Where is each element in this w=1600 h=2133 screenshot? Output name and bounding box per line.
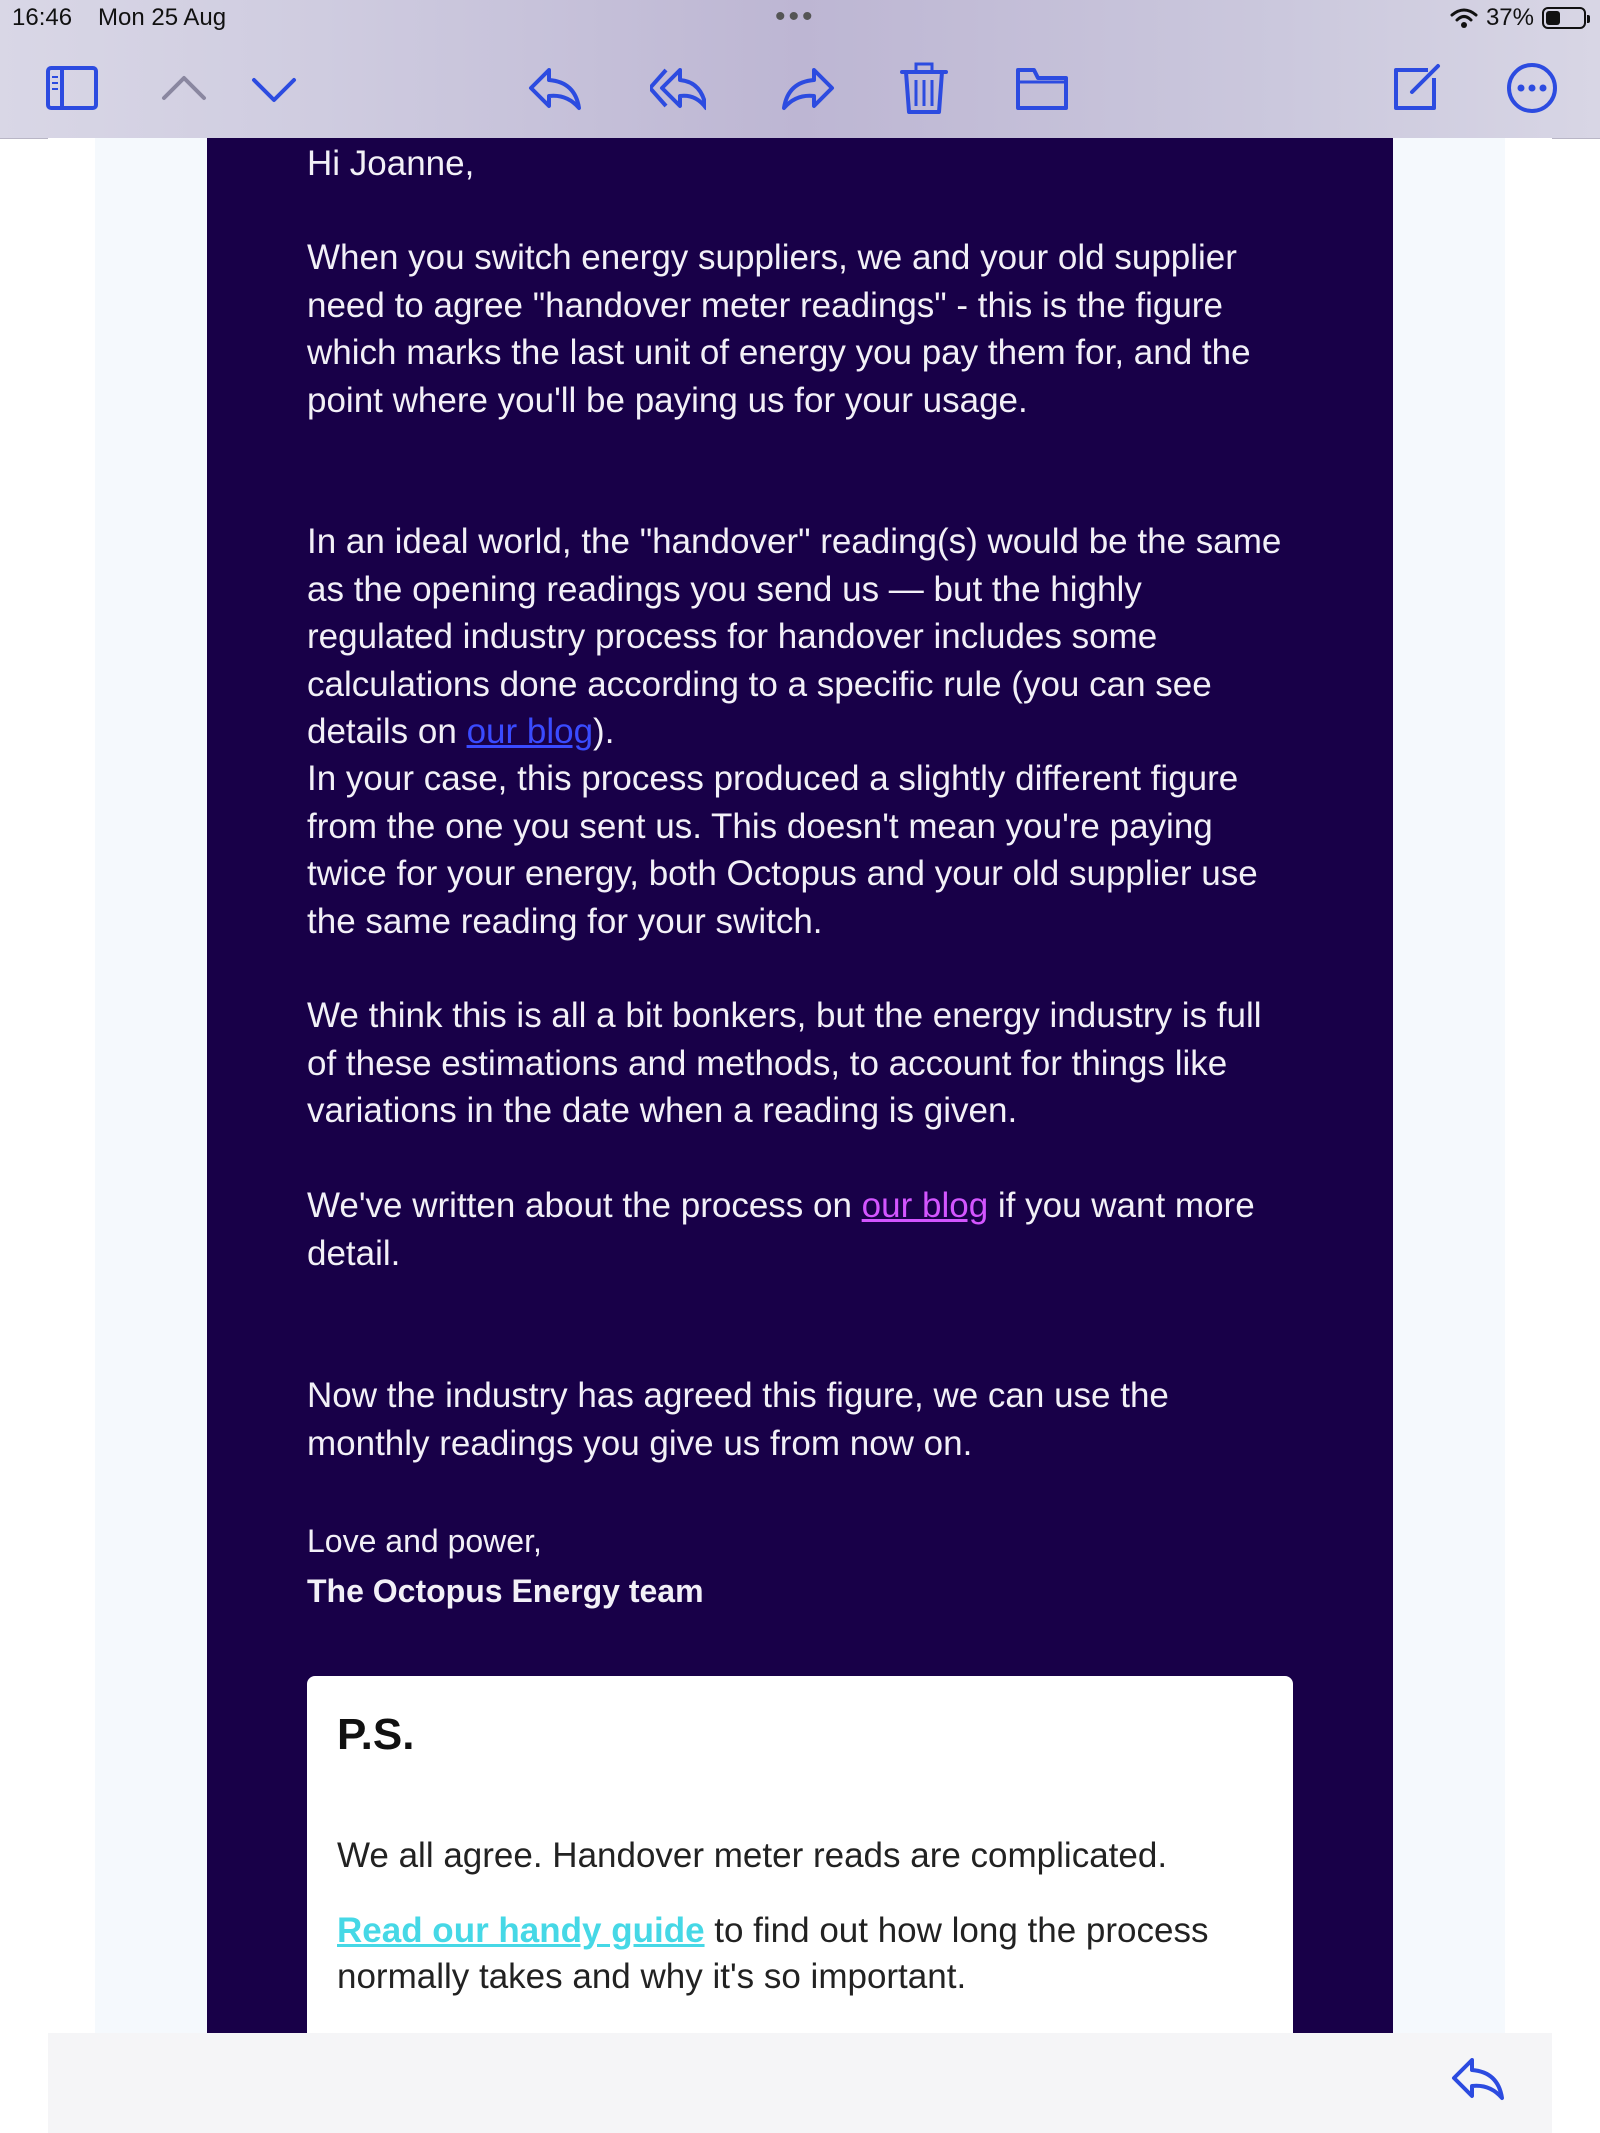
status-date: Mon 25 Aug — [98, 4, 227, 31]
paragraph-2-text: In an ideal world, the "handover" reading(s) would be the same as the opening readings you send us — but the highly regulated industry process for handover includes some calculations done according to a specific rule (you can see details on — [307, 522, 1282, 751]
paragraph-1: When you switch energy suppliers, we and your old supplier need to agree "handover meter readings" - this is the figure which marks the last unit of energy you pay them for, and the point where you'll be paying us for your usage. — [307, 238, 1251, 420]
multitask-dots-icon[interactable]: ••• — [775, 0, 816, 33]
reply-button[interactable] — [1450, 2050, 1510, 2110]
ps-title: P.S. — [337, 1710, 415, 1759]
email-body — [207, 138, 1393, 2033]
trash-icon[interactable] — [894, 58, 954, 118]
wifi-icon — [1450, 7, 1478, 29]
reply-icon[interactable] — [525, 58, 585, 118]
paragraph-5-end: if you want more detail. — [307, 1186, 1255, 1273]
status-right — [1450, 4, 1586, 32]
reply-all-icon[interactable] — [648, 58, 708, 118]
greeting: Hi Joanne, — [307, 144, 475, 183]
paragraph-6: Now the industry has agreed this figure, we can use the monthly readings you give us from now on. — [307, 1376, 1169, 1463]
paragraph-3: In your case, this process produced a slightly different figure from the one you sent us. This doesn't mean you're paying twice for your energy, both Octopus and your old supplier use the same reading for your switch. — [307, 759, 1258, 941]
paragraph-2 — [307, 518, 1297, 756]
blog-link-1[interactable]: our blog — [466, 712, 594, 751]
folder-icon[interactable] — [1012, 58, 1072, 118]
chevron-down-icon[interactable] — [244, 58, 304, 118]
team-name: The Octopus Energy team — [307, 1573, 704, 1609]
status-time: 16:46 — [12, 4, 73, 31]
ps-line-2 — [337, 1908, 1277, 2000]
battery-percent: 37% — [1485, 4, 1534, 31]
ps-line-1: We all agree. Handover meter reads are complicated. — [337, 1836, 1168, 1875]
paragraph-5 — [307, 1182, 1297, 1277]
bottom-bar — [48, 2033, 1552, 2133]
ps-line-2-text: to find out how long the process normally takes and why it's so important. — [337, 1911, 1209, 1996]
sidebar-icon[interactable] — [42, 58, 102, 118]
handy-guide-link[interactable]: Read our handy guide — [337, 1911, 705, 1950]
toolbar — [0, 0, 1600, 139]
paragraph-4: We think this is all a bit bonkers, but the energy industry is full of these estimations and methods, to account for things like variations in the date when a reading is given. — [307, 996, 1262, 1130]
paragraph-5-text: We've written about the process on — [307, 1186, 862, 1225]
signoff: Love and power, — [307, 1523, 542, 1559]
blog-link-2[interactable]: our blog — [861, 1186, 989, 1225]
battery-icon — [1542, 7, 1586, 29]
more-icon[interactable] — [1502, 58, 1562, 118]
chevron-up-icon[interactable] — [154, 58, 214, 118]
ps-box — [307, 1676, 1293, 2033]
paragraph-2-end: ). — [593, 712, 615, 751]
compose-icon[interactable] — [1386, 58, 1446, 118]
forward-icon[interactable] — [778, 58, 838, 118]
